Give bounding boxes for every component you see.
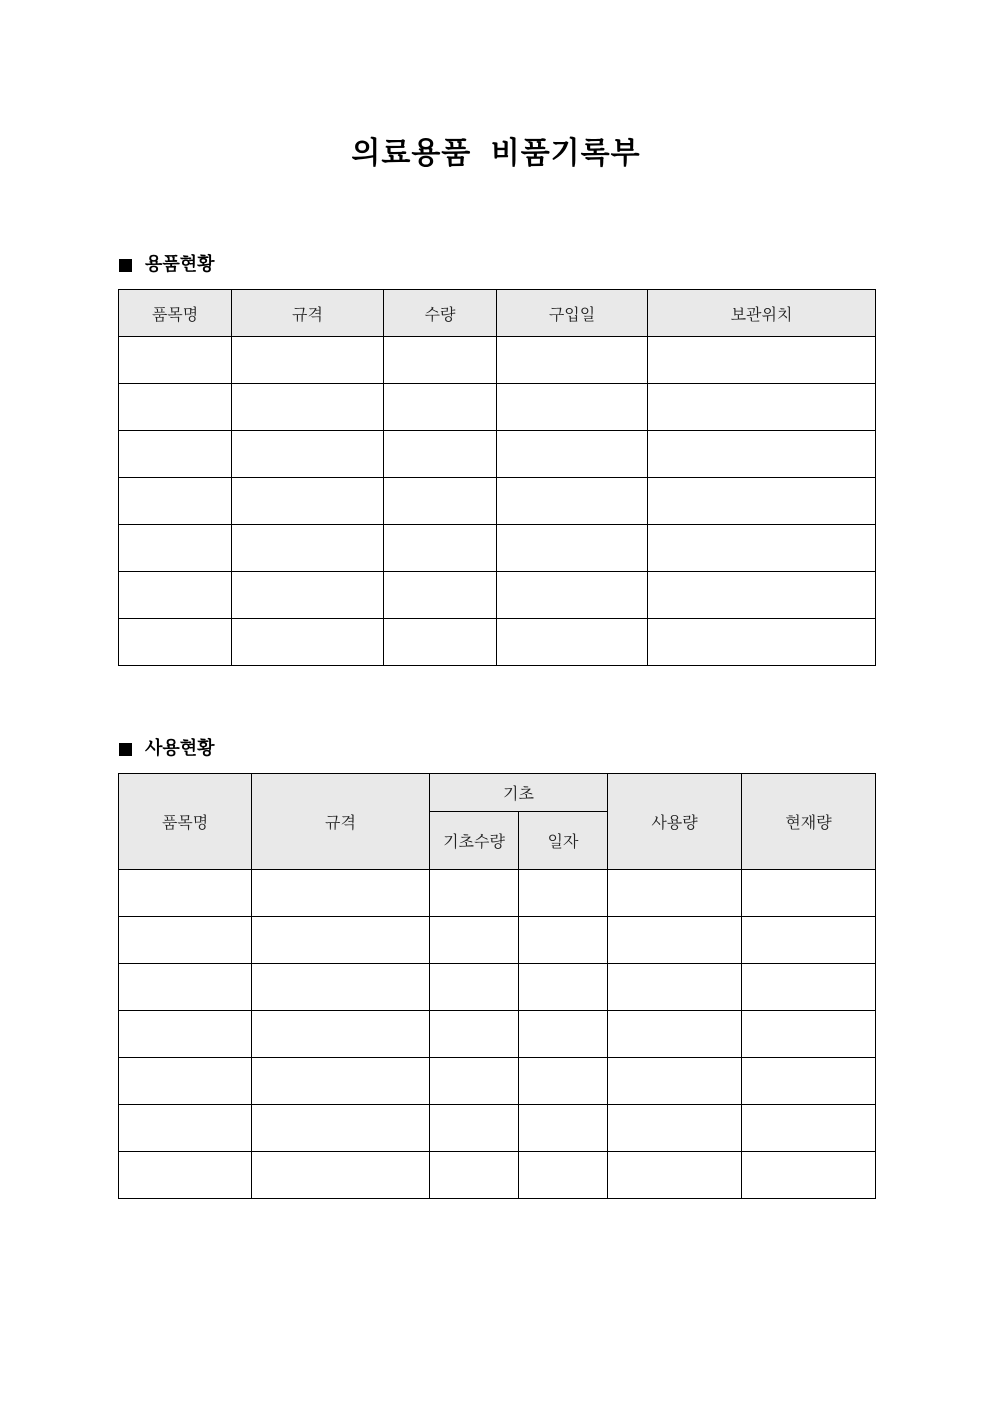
table-cell[interactable]: [608, 870, 742, 917]
table-cell[interactable]: [608, 1011, 742, 1058]
table-cell[interactable]: [519, 964, 608, 1011]
table-cell[interactable]: [252, 1058, 430, 1105]
column-header-purchase-date: 구입일: [497, 290, 648, 337]
column-group-header-base: 기초: [430, 774, 608, 812]
document-title: 의료용품 비품기록부: [351, 136, 641, 171]
table-cell[interactable]: [252, 964, 430, 1011]
table-cell[interactable]: [497, 619, 648, 666]
table-row: [119, 1152, 876, 1199]
usage-header-row-top: [119, 774, 876, 812]
table-cell[interactable]: [384, 619, 497, 666]
table-cell[interactable]: [648, 619, 876, 666]
table-cell[interactable]: [119, 870, 252, 917]
table-cell[interactable]: [608, 917, 742, 964]
stock-section-heading: [119, 253, 215, 277]
table-cell[interactable]: [232, 337, 384, 384]
table-cell[interactable]: [119, 1105, 252, 1152]
table-cell[interactable]: [119, 525, 232, 572]
table-cell[interactable]: [252, 1011, 430, 1058]
column-header-item-name: 품목명: [119, 290, 232, 337]
table-cell[interactable]: [119, 1058, 252, 1105]
table-cell[interactable]: [119, 478, 232, 525]
table-row: [119, 964, 876, 1011]
column-header-spec: 규격: [232, 290, 384, 337]
table-cell[interactable]: [519, 870, 608, 917]
usage-table: [118, 773, 876, 1199]
column-header-usage-amount: 사용량: [608, 774, 742, 870]
table-cell[interactable]: [119, 572, 232, 619]
table-cell[interactable]: [497, 431, 648, 478]
table-cell[interactable]: [232, 431, 384, 478]
table-cell[interactable]: [252, 1152, 430, 1199]
table-cell[interactable]: [430, 1058, 519, 1105]
table-cell[interactable]: [608, 964, 742, 1011]
table-row: [119, 431, 876, 478]
table-cell[interactable]: [384, 431, 497, 478]
table-cell[interactable]: [384, 572, 497, 619]
table-row: [119, 917, 876, 964]
square-bullet-icon: [119, 259, 132, 272]
table-cell[interactable]: [608, 1058, 742, 1105]
table-row: [119, 478, 876, 525]
table-cell[interactable]: [232, 478, 384, 525]
table-cell[interactable]: [232, 619, 384, 666]
table-cell[interactable]: [519, 1105, 608, 1152]
table-cell[interactable]: [384, 478, 497, 525]
table-cell[interactable]: [497, 525, 648, 572]
column-header-base-quantity: 기초수량: [430, 812, 519, 870]
table-cell[interactable]: [119, 1152, 252, 1199]
table-cell[interactable]: [497, 337, 648, 384]
table-cell[interactable]: [519, 1058, 608, 1105]
table-cell[interactable]: [519, 1011, 608, 1058]
table-cell[interactable]: [384, 525, 497, 572]
column-header-storage-location: 보관위치: [648, 290, 876, 337]
column-header-spec: 규격: [252, 774, 430, 870]
table-cell[interactable]: [232, 572, 384, 619]
table-cell[interactable]: [430, 964, 519, 1011]
table-cell[interactable]: [119, 619, 232, 666]
table-cell[interactable]: [648, 431, 876, 478]
table-cell[interactable]: [252, 917, 430, 964]
table-cell[interactable]: [608, 1152, 742, 1199]
table-row: [119, 1011, 876, 1058]
table-cell[interactable]: [497, 478, 648, 525]
table-cell[interactable]: [119, 431, 232, 478]
table-cell[interactable]: [519, 917, 608, 964]
table-row: [119, 1105, 876, 1152]
table-cell[interactable]: [742, 1105, 876, 1152]
column-header-item-name: 품목명: [119, 774, 252, 870]
table-cell[interactable]: [430, 917, 519, 964]
table-cell[interactable]: [648, 572, 876, 619]
table-cell[interactable]: [252, 870, 430, 917]
table-row: [119, 384, 876, 431]
stock-header-row: [119, 290, 876, 337]
table-cell[interactable]: [119, 384, 232, 431]
table-cell[interactable]: [742, 1058, 876, 1105]
table-cell[interactable]: [648, 525, 876, 572]
table-cell[interactable]: [430, 1011, 519, 1058]
table-cell[interactable]: [384, 384, 497, 431]
stock-section-label: 용품현황: [145, 254, 215, 275]
table-cell[interactable]: [232, 525, 384, 572]
stock-table: [118, 289, 876, 666]
table-row: [119, 870, 876, 917]
table-row: [119, 619, 876, 666]
table-row: [119, 572, 876, 619]
table-cell[interactable]: [648, 384, 876, 431]
table-cell[interactable]: [252, 1105, 430, 1152]
table-cell[interactable]: [232, 384, 384, 431]
table-cell[interactable]: [742, 964, 876, 1011]
column-header-date: 일자: [519, 812, 608, 870]
table-cell[interactable]: [742, 1011, 876, 1058]
table-cell[interactable]: [648, 478, 876, 525]
table-cell[interactable]: [519, 1152, 608, 1199]
table-row: [119, 337, 876, 384]
table-cell[interactable]: [742, 870, 876, 917]
table-cell[interactable]: [430, 1105, 519, 1152]
table-cell[interactable]: [648, 337, 876, 384]
table-cell[interactable]: [119, 917, 252, 964]
table-row: [119, 525, 876, 572]
table-cell[interactable]: [119, 337, 232, 384]
usage-section-label: 사용현황: [145, 738, 215, 759]
table-cell[interactable]: [119, 964, 252, 1011]
column-header-quantity: 수량: [384, 290, 497, 337]
table-cell[interactable]: [497, 572, 648, 619]
table-cell[interactable]: [430, 1152, 519, 1199]
table-cell[interactable]: [497, 384, 648, 431]
table-row: [119, 1058, 876, 1105]
table-cell[interactable]: [742, 1152, 876, 1199]
usage-section-heading: [119, 737, 215, 761]
table-cell[interactable]: [742, 917, 876, 964]
table-cell[interactable]: [608, 1105, 742, 1152]
table-cell[interactable]: [119, 1011, 252, 1058]
table-cell[interactable]: [430, 870, 519, 917]
square-bullet-icon: [119, 743, 132, 756]
column-header-current-amount: 현재량: [742, 774, 876, 870]
table-cell[interactable]: [384, 337, 497, 384]
